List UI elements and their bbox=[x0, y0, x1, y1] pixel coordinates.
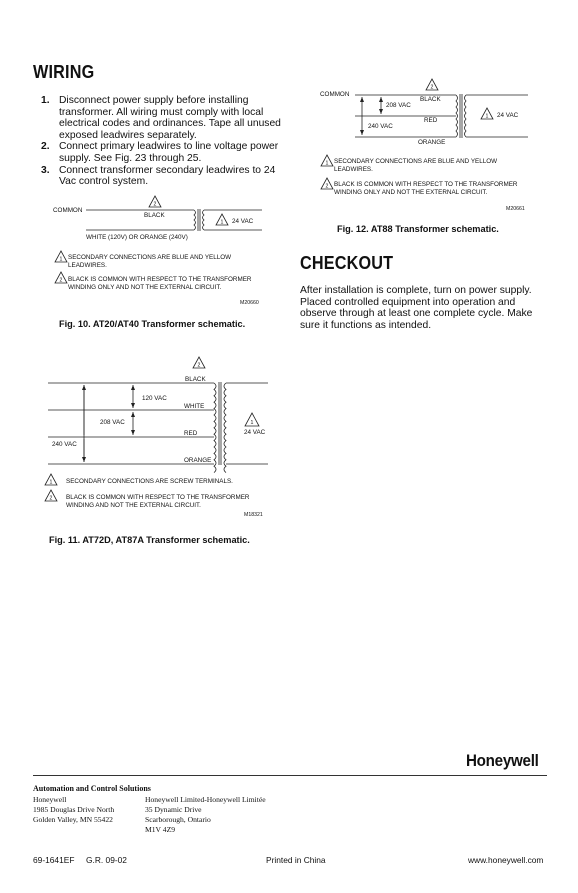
fig11-callout-1: 1 bbox=[250, 420, 254, 426]
fig12-note1b: LEADWIRES. bbox=[334, 166, 373, 173]
canada-address: Honeywell Limited-Honeywell Limitée 35 Dynamic Drive Scarborough, Ontario M1V 4Z9 bbox=[145, 795, 266, 834]
fig10-white-label: WHITE (120V) OR ORANGE (240V) bbox=[86, 234, 188, 241]
fig12-red-label: RED bbox=[424, 117, 438, 124]
fig12-callout-2: 2 bbox=[430, 84, 434, 91]
fig11-black-label: BLACK bbox=[185, 376, 206, 383]
fig11-120vac-label: 120 VAC bbox=[142, 395, 167, 402]
fig10-black-label: BLACK bbox=[144, 212, 165, 219]
division-name: Automation and Control Solutions bbox=[33, 784, 151, 793]
fig12-orange-label: ORANGE bbox=[418, 139, 446, 146]
step-item: 1. Disconnect power supply before installing transformer. All wiring must comply with local electrical codes and ordinances. Tape all unused exposed leadwires separately. bbox=[41, 95, 281, 141]
fig11-callout-2: 2 bbox=[197, 362, 201, 369]
fig11-code: M18321 bbox=[244, 512, 263, 518]
doc-number: 69-1641EF bbox=[33, 855, 75, 865]
fig11-white-label: WHITE bbox=[184, 403, 205, 410]
fig11-orange-label: ORANGE bbox=[184, 457, 212, 464]
fig11-caption: Fig. 11. AT72D, AT87A Transformer schematic. bbox=[49, 535, 250, 545]
fig12-caption: Fig. 12. AT88 Transformer schematic. bbox=[337, 224, 499, 234]
fig11-208vac-label: 208 VAC bbox=[100, 419, 125, 426]
fig12-208vac-label: 208 VAC bbox=[386, 102, 411, 109]
fig10-note1b: LEADWIRES. bbox=[68, 262, 107, 269]
fig10-code: M20660 bbox=[240, 300, 259, 306]
fig12-common-label: COMMON bbox=[320, 91, 350, 98]
honeywell-logo: Honeywell bbox=[466, 752, 539, 770]
fig10-note1-num: 1 bbox=[59, 256, 63, 263]
fig10-note2b: WINDING ONLY AND NOT THE EXTERNAL CIRCUIT. bbox=[68, 284, 222, 291]
fig11-note2-num: 2 bbox=[49, 495, 53, 502]
fig10-common-label: COMMON bbox=[53, 207, 83, 214]
fig11-note2b: WINDING AND NOT THE EXTERNAL CIRCUIT. bbox=[66, 502, 201, 509]
fig11-note2: BLACK IS COMMON WITH RESPECT TO THE TRANSFORMER bbox=[66, 494, 250, 501]
fig11-note1-num: 1 bbox=[49, 479, 53, 486]
fig10-24vac-label: 24 VAC bbox=[232, 218, 254, 225]
fig12-callout-1: 1 bbox=[485, 113, 489, 120]
fig12-24vac-label: 24 VAC bbox=[497, 112, 519, 119]
fig11-note1: SECONDARY CONNECTIONS ARE SCREW TERMINALS. bbox=[66, 478, 233, 485]
fig12-240vac-label: 240 VAC bbox=[368, 123, 393, 130]
fig10-note2-num: 2 bbox=[59, 277, 63, 284]
footer-divider bbox=[33, 775, 547, 776]
checkout-heading: CHECKOUT bbox=[300, 253, 394, 273]
website-link[interactable]: www.honeywell.com bbox=[468, 855, 544, 865]
fig11-red-label: RED bbox=[184, 430, 198, 437]
checkout-text: After installation is complete, turn on power supply. Placed controlled equipment into operation and observe through at least one complete cycle. Make sure it functions as intended. bbox=[300, 285, 533, 331]
step-item: 3. Connect transformer secondary leadwires to 24 Vac control system. bbox=[41, 164, 276, 188]
fig11-240vac-label: 240 VAC bbox=[52, 441, 77, 448]
fig10-note2: BLACK IS COMMON WITH RESPECT TO THE TRANSFORMER bbox=[68, 276, 252, 283]
fig12-note2-num: 2 bbox=[325, 183, 329, 190]
fig10-caption: Fig. 10. AT20/AT40 Transformer schematic. bbox=[59, 319, 246, 329]
fig10-callout-2: 2 bbox=[153, 201, 157, 208]
fig10-callout-1: 1 bbox=[220, 219, 224, 226]
step-item: 2. Connect primary leadwires to line voltage power supply. See Fig. 23 through 25. bbox=[41, 141, 279, 164]
us-address: Honeywell 1985 Douglas Drive North Golden Valley, MN 55422 bbox=[33, 795, 115, 824]
fig12-note1: SECONDARY CONNECTIONS ARE BLUE AND YELLOW bbox=[334, 158, 498, 165]
revision: G.R. 09-02 bbox=[86, 855, 127, 865]
fig12-note1-num: 1 bbox=[325, 160, 329, 167]
printed-in: Printed in China bbox=[266, 855, 326, 865]
fig12-note2: BLACK IS COMMON WITH RESPECT TO THE TRANSFORMER bbox=[334, 181, 518, 188]
wiring-heading: WIRING bbox=[33, 62, 95, 82]
fig11-24vac-label: 24 VAC bbox=[244, 429, 266, 436]
fig12-code: M20661 bbox=[506, 206, 525, 212]
fig12-note2b: WINDING ONLY AND NOT THE EXTERNAL CIRCUIT. bbox=[334, 189, 488, 196]
fig12-black-label: BLACK bbox=[420, 96, 441, 103]
fig10-note1: SECONDARY CONNECTIONS ARE BLUE AND YELLOW bbox=[68, 254, 232, 261]
wiring-steps bbox=[33, 95, 283, 188]
